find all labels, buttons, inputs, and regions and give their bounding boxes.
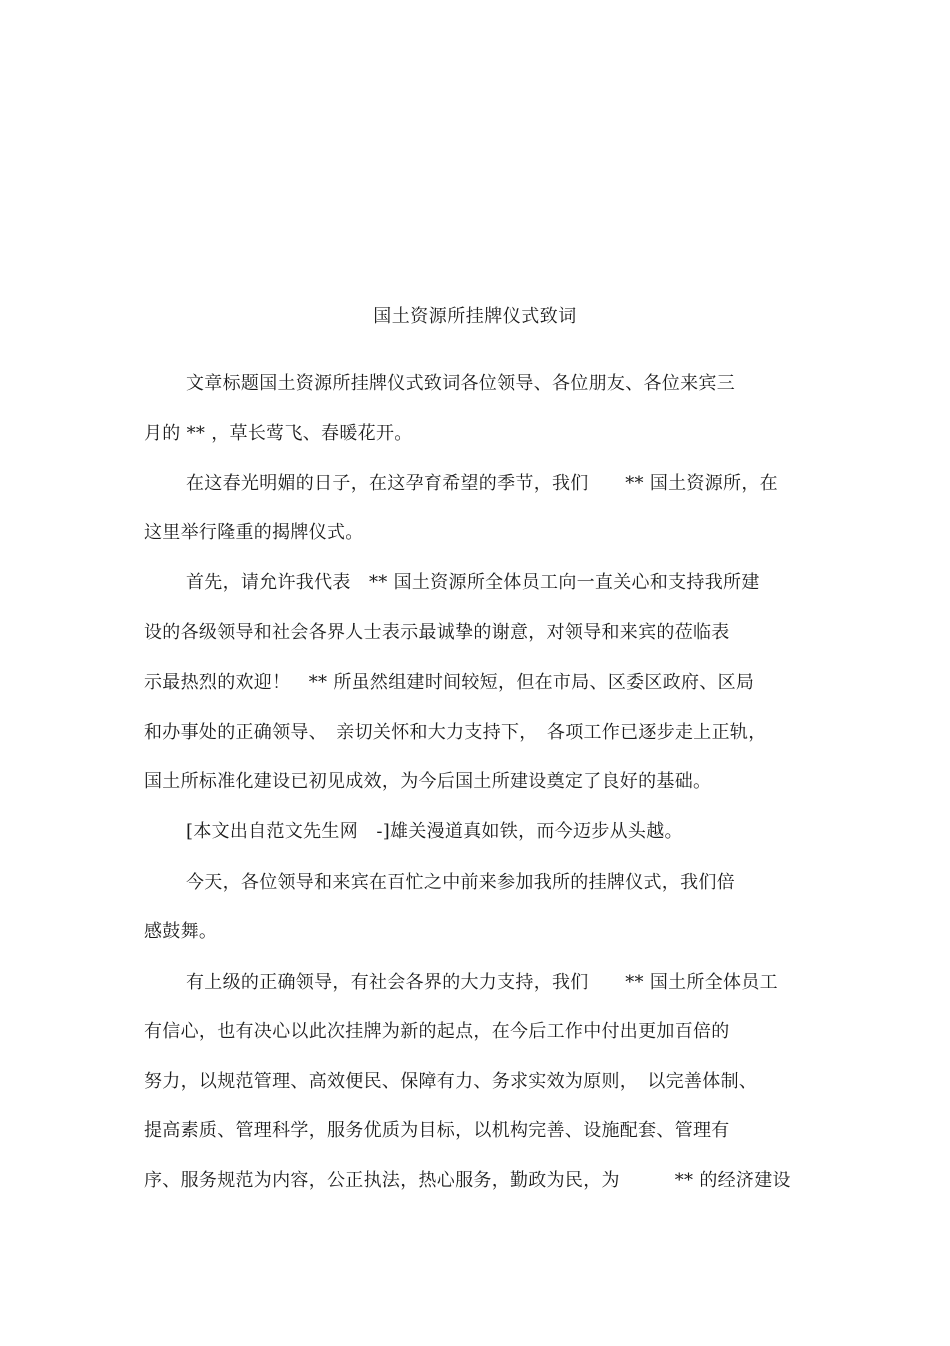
paragraph-line: 努力，以规范管理、高效便民、保障有力、务求实效为原则， 以完善体制、	[144, 1071, 758, 1092]
paragraph-line: 今天，各位领导和来宾在百忙之中前来参加我所的挂牌仪式，我们倍	[186, 872, 735, 893]
paragraph-line: 在这春光明媚的日子，在这孕育希望的季节，我们 ** 国土资源所，在	[186, 473, 778, 494]
paragraph-line: 文章标题国土资源所挂牌仪式致词各位领导、各位朋友、各位来宾三	[186, 373, 735, 394]
paragraph-line: 提高素质、管理科学，服务优质为目标，以机构完善、设施配套、管理有	[144, 1120, 730, 1141]
paragraph-line: 示最热烈的欢迎！ ** 所虽然组建时间较短，但在市局、区委区政府、区局	[144, 672, 755, 693]
paragraph-line: 月的 ** ，草长莺飞、春暖花开。	[144, 423, 413, 444]
paragraph-line: 和办事处的正确领导、 亲切关怀和大力支持下， 各项工作已逐步走上正轨，	[144, 722, 767, 743]
paragraph-line: 有上级的正确领导，有社会各界的大力支持，我们 ** 国土所全体员工	[186, 972, 778, 993]
paragraph-line: 首先，请允许我代表 ** 国土资源所全体员工向一直关心和支持我所建	[186, 572, 760, 593]
paragraph-line: 感鼓舞。	[144, 921, 218, 942]
paragraph-line: 有信心，也有决心以此次挂牌为新的起点，在今后工作中付出更加百倍的	[144, 1021, 730, 1042]
document-title: 国土资源所挂牌仪式致词	[373, 306, 577, 327]
paragraph-line: 国土所标准化建设已初见成效，为今后国土所建设奠定了良好的基础。	[144, 771, 712, 792]
paragraph-line: 设的各级领导和社会各界人士表示最诚挚的谢意，对领导和来宾的莅临表	[144, 622, 730, 643]
paragraph-line: 序、服务规范为内容，公正执法，热心服务，勤政为民，为 ** 的经济建设	[144, 1170, 791, 1191]
paragraph-line: [本文出自范文先生网 -]雄关漫道真如铁，而今迈步从头越。	[186, 821, 683, 842]
paragraph-line: 这里举行隆重的揭牌仪式。	[144, 522, 364, 543]
